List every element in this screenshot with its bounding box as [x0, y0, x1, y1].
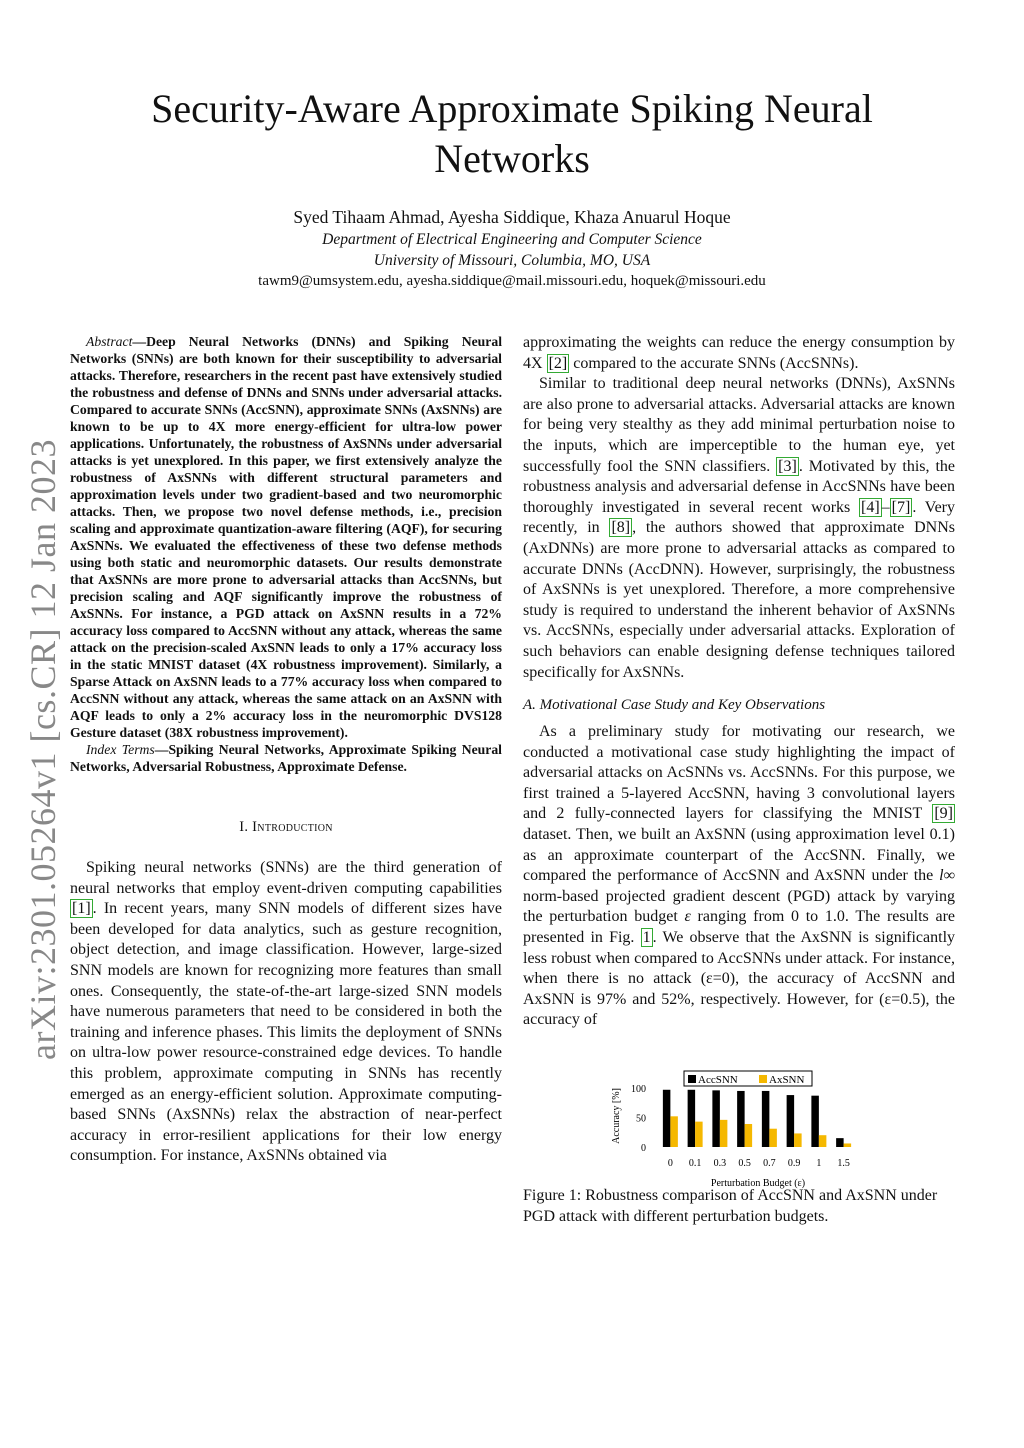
- para-text: norm-based projected gradient descent (PGD) attack by varying the perturbation budget: [523, 887, 955, 926]
- author-list: Syed Tihaam Ahmad, Ayesha Siddique, Khaza Anuarul Hoque: [293, 207, 731, 227]
- bar-axsnn-0.5: [745, 1124, 753, 1147]
- bar-accsnn-0.5: [737, 1091, 745, 1147]
- bar-axsnn-0.1: [695, 1122, 703, 1147]
- author-emails: tawm9@umsystem.edu, ayesha.siddique@mail.missouri.edu, hoquek@missouri.edu: [258, 273, 766, 289]
- para-text: compared to the accurate SNNs (AccSNNs).: [569, 354, 859, 372]
- bar-axsnn-0.7: [769, 1129, 777, 1147]
- intro-paragraph: [70, 858, 502, 1167]
- bar-axsnn-0.3: [720, 1120, 728, 1147]
- index-terms-label: Index Terms: [86, 742, 155, 757]
- bar-axsnn-0: [670, 1116, 678, 1147]
- citation-link[interactable]: [4]: [861, 498, 880, 516]
- chart-legend: [684, 1071, 812, 1086]
- y-tick-label: 100: [631, 1084, 646, 1095]
- chart-bars: [663, 1090, 851, 1147]
- figure-1-caption: Figure 1: Robustness comparison of AccSNN and AxSNN under PGD attack with different perturbation budgets.: [523, 1187, 938, 1225]
- paper-title: [100, 84, 924, 184]
- citation-link[interactable]: [8]: [611, 519, 631, 537]
- paragraph-adversarial: [523, 374, 955, 683]
- y-tick-label: 0: [641, 1143, 646, 1154]
- paragraph-case-study: [523, 722, 955, 1031]
- bar-accsnn-0.3: [712, 1090, 720, 1147]
- bar-accsnn-0.1: [688, 1090, 696, 1147]
- figure-link[interactable]: 1: [642, 929, 651, 947]
- para-text: dataset. Then, we built an AxSNN (using approximation level 0.1) as an approximate counterpart of the AccSNN. Finally, we compared the performance of AccSNN and AxSNN under the: [523, 826, 955, 885]
- x-tick-label: 0.7: [763, 1158, 776, 1169]
- x-axis-label: Perturbation Budget (ε): [710, 1178, 806, 1189]
- para-text: , the authors showed that approximate DNNs (AxDNNs) are more prone to adversarial attacks as compared to accurate DNNs (AccDNN). However, surprisingly, the robustness of AxSNNs is yet unexplored. Therefore, a more comprehensive study is required to understand the inherent behavior of AxSNNs vs. AccSNNs, especially under adversarial attacks. Exploration of such behaviors can enable designing defense techniques tailored specifically for AxSNNs.: [523, 519, 955, 681]
- abstract-text: —Deep Neural Networks (DNNs) and Spiking Neural Networks (SNNs) are both known for their susceptibility to adversarial attacks. Therefore, researchers in the recent past have extensively studied the robustness and defense of DNNs and SNNs under adversarial attacks. Compared to accurate SNNs (AccSNN), approximate SNNs (AxSNNs) are known to be up to 4X more energy-efficient for ultra-low power applications. Unfortunately, the robustness of AxSNNs under adversarial attacks is yet unexplored. In this paper, we first extensively analyze the robustness of AxSNNs with different structural parameters and approximation levels under two gradient-based and two neuromorphic attacks. Then, we propose two novel defense methods, i.e., precision scaling and approximate quantization-aware filtering (AQF), for securing AxSNNs. We evaluated the effectiveness of these two defense methods using both static and neuromorphic datasets. Our results demonstrate that AxSNNs are more prone to adversarial attacks than AccSNNs, but precision scaling and AQF significantly improve the robustness of AxSNNs. For instance, a PGD attack on AxSNN results in a 72% accuracy loss compared to AccSNN without any attack, whereas the same attack on the precision-scaled AxSNN leads to only a 17% accuracy loss in the static MNIST dataset (4X robustness improvement). Similarly, a Sparse Attack on AxSNN leads to a 77% accuracy loss when compared to AccSNN without any attack, whereas the same attack on an AxSNN with AQF leads to only a 2% accuracy loss in the neuromorphic DVS128 Gesture dataset (38X robustness improvement).: [70, 334, 502, 740]
- math-linf: l∞: [939, 867, 955, 885]
- citation-link[interactable]: [2]: [548, 354, 568, 372]
- x-tick-label: 0.1: [688, 1158, 702, 1169]
- x-tick-label: 0: [667, 1158, 673, 1169]
- right-column: [523, 333, 955, 1031]
- citation-link[interactable]: [9]: [934, 805, 953, 823]
- title-line-1: Security-Aware Approximate Spiking Neural: [151, 86, 873, 131]
- legend-label-accsnn: AccSNN: [698, 1074, 738, 1086]
- x-tick-label: 0.3: [713, 1158, 727, 1169]
- chart-y-ticks: [631, 1084, 646, 1154]
- affiliation-university: University of Missouri, Columbia, MO, USA: [373, 252, 651, 269]
- para-text: . Motivated by this, the robustness analysis and adversarial defense in AccSNNs have been thoroughly investigated in several recent works: [523, 457, 955, 516]
- abstract: [70, 333, 502, 741]
- affiliation-department: Department of Electrical Engineering and Computer Science: [322, 231, 702, 248]
- x-tick-label: 1.5: [837, 1158, 850, 1169]
- bar-accsnn-0.7: [762, 1091, 770, 1147]
- bar-axsnn-1: [819, 1135, 827, 1147]
- x-tick-label: 0.9: [787, 1158, 801, 1169]
- para-text: ranging from 0 to 1.0. The results are presented in Fig.: [523, 908, 955, 947]
- figure-1-chart: [600, 1066, 880, 1194]
- citation-link[interactable]: [3]: [778, 457, 797, 475]
- bar-accsnn-1.5: [836, 1138, 844, 1147]
- subsection-heading: A. Motivational Case Study and Key Observations: [523, 697, 826, 714]
- title-line-2: Networks: [434, 136, 590, 181]
- y-tick-label: 50: [636, 1113, 646, 1125]
- para-text: As a preliminary study for motivating our research, we conducted a motivational case study highlighting the impact of adversarial attacks on AcSNNs vs. AccSNNs. For this purpose, we first trained a 5-layered AccSNN, having 3 convolutional layers and 2 fully-connected layers for classifying the MNIST: [523, 723, 955, 823]
- legend-label-axsnn: AxSNN: [769, 1074, 805, 1086]
- para-text: . We observe that the AxSNN is significantly less robust when compared to AccSNNs under attack. For instance, when there is no attack (ε=0), the accuracy of AccSNN and AxSNN is 97% and 52%, respectively. However, for (ε=0.5), the accuracy of: [523, 929, 956, 1029]
- x-tick-label: 0.5: [738, 1158, 751, 1169]
- intro-text-1: Spiking neural networks (SNNs) are the third generation of neural networks that employ event-driven computing capabilities: [70, 859, 502, 897]
- section-heading-introduction: I. Introduction: [239, 819, 333, 835]
- para-text: approximating the weights can reduce the energy consumption by 4X: [523, 334, 955, 372]
- left-column: [70, 333, 502, 1167]
- para-text: . Very recently, in: [523, 498, 956, 537]
- math-epsilon: ε: [684, 908, 691, 926]
- index-terms-text: —Spiking Neural Networks, Approximate Spiking Neural Networks, Adversarial Robustness, Approximate Defense.: [70, 742, 502, 774]
- x-tick-label: 1: [816, 1158, 822, 1169]
- para-text: –: [881, 498, 890, 516]
- legend-swatch-axsnn: [759, 1075, 767, 1083]
- abstract-label: Abstract: [86, 334, 133, 349]
- bar-accsnn-1: [811, 1096, 819, 1147]
- legend-swatch-accsnn: [688, 1075, 696, 1083]
- y-axis-label: Accuracy [%]: [611, 1088, 622, 1144]
- citation-link[interactable]: [7]: [891, 498, 911, 516]
- citation-link[interactable]: [1]: [72, 900, 91, 918]
- paragraph-energy: [523, 333, 955, 374]
- bar-axsnn-0.9: [794, 1133, 802, 1147]
- para-text: Similar to traditional deep neural networks (DNNs), AxSNNs are also prone to adversarial attacks. Adversarial attacks are known for being very stealthy as they add minimal perturbation noise to the inputs, which are imperceptible to the human eye, yet successfully fool the SNN classifiers.: [523, 375, 955, 475]
- index-terms: [70, 741, 502, 775]
- bar-accsnn-0: [663, 1090, 671, 1147]
- intro-text-2: . In recent years, many SNN models of different sizes have been developed for data analytics, such as gesture recognition, object detection, and image classification. However, large-sized SNN models are known for recognizing more features than small ones. Consequently, the state-of-the-art large-sized SNN models have numerous parameters that need to be considered in both the training and inference phases. This limits the deployment of SNNs on ultra-low power resource-constrained edge devices. To handle this problem, approximate computing in SNNs has recently emerged as an energy-efficient solution. Approximate computing-based SNNs (AxSNNs) relax the abstraction of near-perfect accuracy in error-resilient applications for their low energy consumption. For instance, AxSNNs obtained via: [70, 900, 502, 1165]
- chart-x-ticks: [668, 1158, 850, 1169]
- arxiv-identifier: arXiv:2301.05264v1 [cs.CR] 12 Jan 2023: [23, 439, 63, 1060]
- bar-axsnn-1.5: [844, 1143, 852, 1147]
- bar-accsnn-0.9: [787, 1095, 795, 1147]
